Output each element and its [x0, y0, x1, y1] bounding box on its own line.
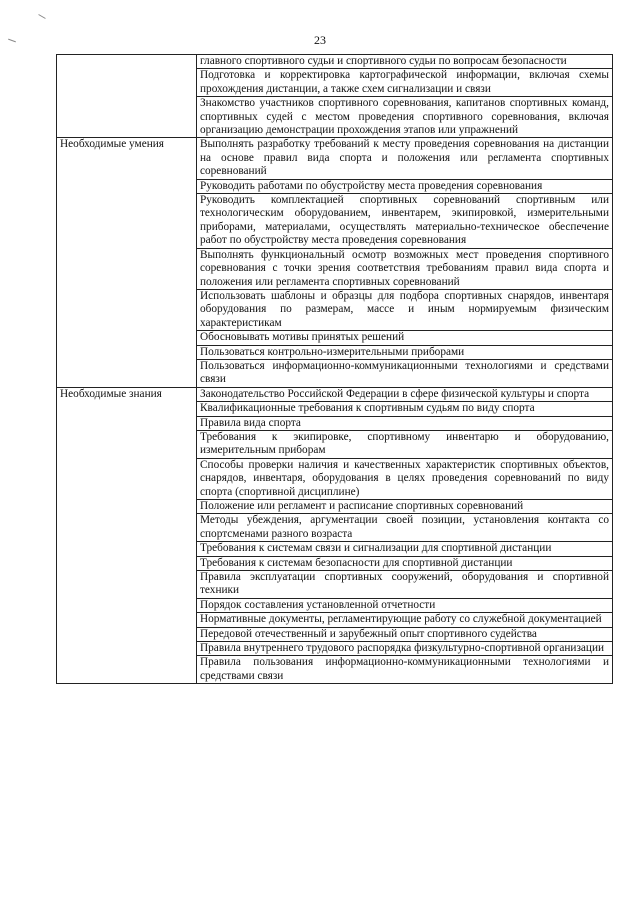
section-label: Необходимые умения — [57, 138, 197, 387]
requirement-cell: Положение или регламент и расписание спортивных соревнований — [197, 500, 613, 514]
requirement-cell: Правила вида спорта — [197, 416, 613, 430]
scan-mark — [38, 14, 45, 19]
section-label: Необходимые знания — [57, 387, 197, 684]
requirement-cell: Законодательство Российской Федерации в сфере физической культуры и спорта — [197, 387, 613, 401]
requirement-cell: Руководить комплектацией спортивных соревнований спортивным или технологическим оборудованием, инвентарем, экипировкой, измерительными приборами, материалами, осуществлять материально-техническое обеспечение работ по обустройству места проведения соревнования — [197, 194, 613, 249]
requirement-cell: главного спортивного судьи и спортивного судьи по вопросам безопасности — [197, 55, 613, 69]
requirement-cell: Порядок составления установленной отчетности — [197, 598, 613, 612]
requirement-cell: Пользоваться контрольно-измерительными приборами — [197, 345, 613, 359]
requirements-table-body — [57, 55, 613, 684]
requirement-cell: Обосновывать мотивы принятых решений — [197, 331, 613, 345]
requirement-cell: Правила внутреннего трудового распорядка физкультурно-спортивной организации — [197, 642, 613, 656]
requirement-cell: Подготовка и корректировка картографической информации, включая схемы прохождения дистанции, а также схем сигнализации и связи — [197, 69, 613, 97]
requirement-cell: Методы убеждения, аргументации своей позиции, установления контакта со спортсменами разного возраста — [197, 514, 613, 542]
requirement-cell: Передовой отечественный и зарубежный опыт спортивного судейства — [197, 627, 613, 641]
table-row — [57, 55, 613, 69]
requirements-table — [56, 54, 613, 684]
requirement-cell: Квалификационные требования к спортивным судьям по виду спорта — [197, 402, 613, 416]
table-row — [57, 387, 613, 401]
requirement-cell: Способы проверки наличия и качественных характеристик спортивных объектов, снарядов, инвентаря, оборудования в целях проведения соревнований по виду спорта (спортивной дисциплине) — [197, 458, 613, 499]
table-row — [57, 138, 613, 179]
requirement-cell: Руководить работами по обустройству места проведения соревнования — [197, 179, 613, 193]
requirement-cell: Нормативные документы, регламентирующие работу со служебной документацией — [197, 613, 613, 627]
requirement-cell: Требования к системам безопасности для спортивной дистанции — [197, 556, 613, 570]
requirement-cell: Выполнять функциональный осмотр возможных мест проведения спортивного соревнования с точки зрения соответствия требованиям правил вида спорта и положения или регламента спортивных соревнований — [197, 248, 613, 289]
requirement-cell: Правила эксплуатации спортивных сооружений, оборудования и спортивной техники — [197, 571, 613, 599]
requirement-cell: Выполнять разработку требований к месту проведения соревнования на дистанции на основе правил вида спорта и положения или регламента спортивных соревнований — [197, 138, 613, 179]
requirement-cell: Правила пользования информационно-коммуникационными технологиями и средствами связи — [197, 656, 613, 684]
requirement-cell: Использовать шаблоны и образцы для подбора спортивных снарядов, инвентаря оборудования по размерам, массе и иным нормируемым физическим характеристикам — [197, 289, 613, 330]
page-number: 23 — [314, 33, 326, 47]
requirement-cell: Знакомство участников спортивного соревнования, капитанов спортивных команд, спортивных судей с местом проведения спортивного соревнования, включая организацию демонстрации прохождения этапов или упражнений — [197, 97, 613, 138]
requirement-cell: Пользоваться информационно-коммуникационными технологиями и средствами связи — [197, 359, 613, 387]
section-label — [57, 55, 197, 138]
requirement-cell: Требования к экипировке, спортивному инвентарю и оборудованию, измерительным приборам — [197, 430, 613, 458]
requirement-cell: Требования к системам связи и сигнализации для спортивной дистанции — [197, 542, 613, 556]
